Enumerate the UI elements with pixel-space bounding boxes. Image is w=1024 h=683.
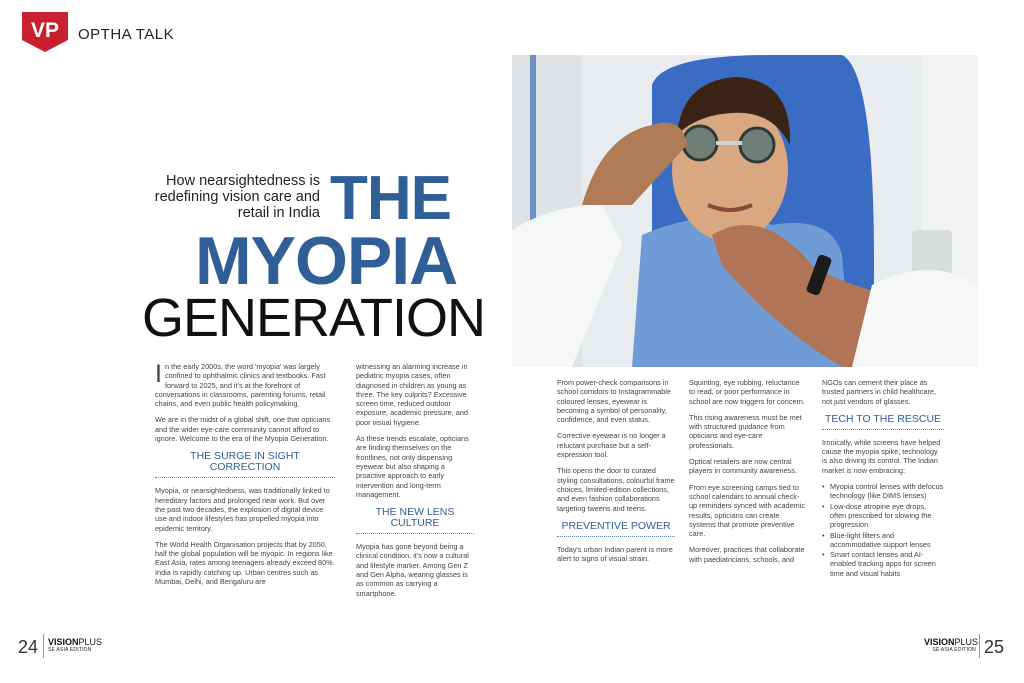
list-item: • Smart contact lenses and AI-enabled tracking apps for screen time and visual habits (830, 550, 944, 578)
brand-bold: VISION (924, 637, 955, 647)
paragraph: As these trends escalate, opticians are finding themselves on the frontlines, not only dispensing eyewear but also shaping a proactive approach to early intervention and long-term management. (356, 434, 469, 499)
article-column-2 (356, 362, 474, 632)
paragraph: n the early 2000s, the word 'myopia' was largely confined to ophthalmic clinics and textbooks. Fast forward to 2025, and it's at the forefront of conversations in classrooms, parenting forums, retail chains, and even public health policymaking. (155, 362, 326, 409)
paragraph: Myopia has gone beyond being a clinical condition, it's now a cultural and lifestyle marker. Among Gen Z and Gen Alpha, wearing glasses is as common as carrying a smartphone. (356, 542, 469, 598)
article-column-1 (155, 362, 335, 632)
brand-bold: VISION (48, 637, 79, 647)
title-line-the: THE (330, 164, 451, 233)
brand-subtitle: SE ASIA EDITION (932, 647, 976, 653)
paragraph: Today's urban Indian parent is more alert to signs of visual strain. (557, 544, 673, 564)
article-column-3 (557, 378, 675, 632)
paragraph: The World Health Organisation projects that by 2050, half the global population will be myopic. In regions like East Asia, rates among teenagers already exceed 80%. India is rapidly catching up. Urban centres such as Mumbai, Delhi, and Bengaluru are (155, 539, 335, 587)
section-heading: THE NEW LENS CULTURE (356, 507, 474, 534)
paragraph: Ironically, while screens have helped cause the myopia spike, technology is also driving its control. The Indian market is now embracing: (822, 437, 941, 475)
footer-divider (979, 634, 980, 658)
vp-logo (22, 12, 68, 50)
article-column-5 (822, 378, 944, 632)
list-item: • Blue-light filters and accommodative support lenses (830, 531, 944, 550)
footer-brand-right (924, 637, 979, 653)
bullet-list (822, 482, 944, 578)
section-label: OPTHA TALK (78, 26, 175, 43)
paragraph: witnessing an alarming increase in pediatric myopia cases, often diagnosed in children as young as three. The key culprits? Excessive screen time, reduced outdoor exposure, academic pressure, and poor visual hygiene. (356, 362, 468, 427)
paragraph: Squinting, eye rubbing, reluctance to read, or poor performance in school are now triggers for concern. (689, 378, 805, 406)
paragraph: Corrective eyewear is no longer a reluctant purchase but a self-expression tool. (557, 431, 666, 460)
paragraph: This opens the door to curated styling consultations, colourful frame choices, limited-edition collections, and even fashion collaborations targeting tweens and teens. (557, 466, 675, 513)
page-number-right: 25 (984, 637, 1005, 657)
paragraph: From power-check comparisons in school corridors to Instagrammable coloured lenses, eyewear is becoming a symbol of personality, confidence, and even status. (557, 378, 671, 425)
footer-divider (43, 634, 44, 658)
section-heading: PREVENTIVE POWER (557, 521, 675, 537)
brand-light: PLUS (954, 637, 979, 647)
list-item: • Low-dose atropine eye drops, often prescribed for slowing the progression (830, 502, 944, 530)
paragraph: Optical retailers are now central players in community awareness. (689, 457, 797, 476)
paragraph: This rising awareness must be met with structured guidance from opticians and eye-care professionals. (689, 412, 802, 450)
article-subtitle: How nearsightedness is redefining vision care and retail in India (154, 173, 320, 221)
brand-light: PLUS (78, 637, 103, 647)
footer-brand-left (48, 638, 102, 653)
title-line-myopia: MYOPIA (195, 223, 458, 299)
brand-subtitle: SE ASIA EDITION (48, 647, 92, 653)
paragraph: NGOs can cement their place as trusted partners in child healthcare, not just vendors of glasses. (822, 378, 936, 406)
page-number-left: 24 (18, 637, 39, 657)
section-heading: TECH TO THE RESCUE (822, 414, 944, 430)
article-column-4 (689, 378, 807, 632)
logo-text: VP (30, 19, 60, 42)
paragraph: Myopia, or nearsightedness, was traditionally linked to hereditary factors and prolonged near work. But over the past two decades, the explosion of digital device use and indoor lifestyles has propelled myopia into epidemic territory. (155, 486, 330, 533)
child-eye-exam-photo (512, 55, 978, 367)
drop-cap: I (155, 362, 162, 388)
paragraph: We are in the midst of a global shift, one that opticians and the wider eye-care community cannot afford to ignore. Welcome to the era of the Myopia Generation. (155, 415, 331, 444)
list-item: • Myopia control lenses with defocus technology (like DIMS lenses) (830, 482, 944, 501)
paragraph: Moreover, practices that collaborate with paediatricians, schools, and (689, 545, 805, 564)
paragraph: From eye screening camps tied to school calendars to annual check-up reminders synced with academic results, opticians can create systems that promote preventive care. (689, 482, 805, 539)
title-line-generation: GENERATION (142, 288, 486, 348)
section-heading: THE SURGE IN SIGHT CORRECTION (155, 451, 335, 478)
